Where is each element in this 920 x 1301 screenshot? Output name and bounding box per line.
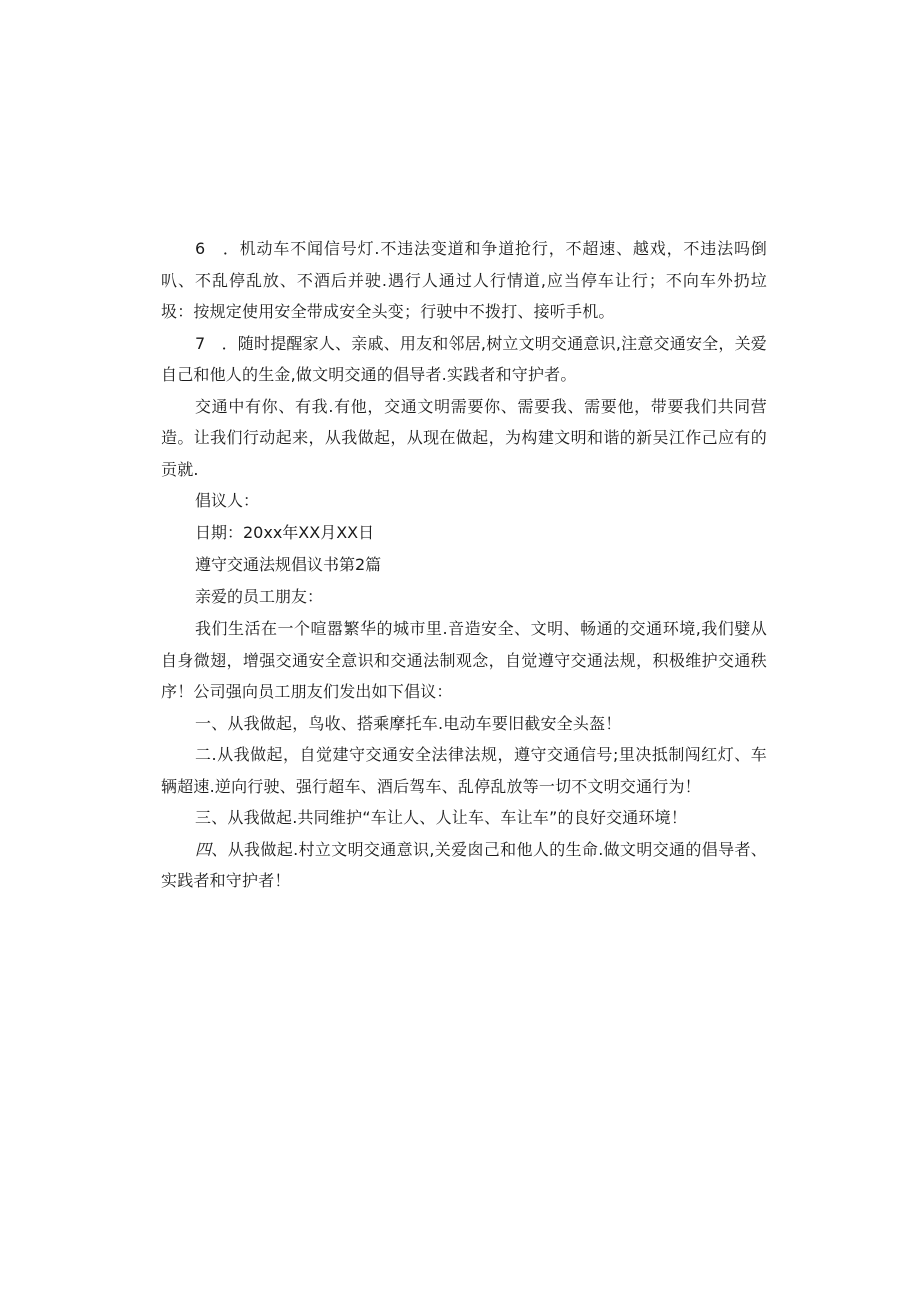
paragraph-intro: 我们生活在一个喧嚣繁华的城市里.音造安全、文明、畅通的交通环境,我们嬖从自身微翅，增强交通安全意识和交通法制观念，自觉遵守交通法规，积极维护交通秩序！公司强向员工朋友们发出如下倡议：: [161, 619, 767, 701]
paragraph-item-7: 7 ．随时提醒家人、亲戚、用友和邻居,树立文明交通意识,注意交通安全，关爱自己和他人的生金,做文明交通的倡导者.实践者和守护者。: [161, 333, 767, 384]
proposal-item-3: 三、从我做起.共同维护“车让人、人让车、车让车”的良好交通环境！: [195, 808, 688, 827]
proposal-item-2: 二.从我做起，自觉建守交通安全法律法规，遵守交通信号;里决抵制闯红灯、车辆超速.逆向行驶、强行超车、酒后驾车、乱停乱放等一切不文明交通行为！: [161, 745, 767, 796]
document-body: [161, 233, 767, 897]
salutation: 亲爱的员工朋友：: [195, 587, 324, 606]
signer-line: 倡议人：: [195, 491, 260, 510]
proposal-item-1: 一、从我做起，鸟收、搭乘摩托车.电动车要旧截安全头盔！: [195, 713, 622, 733]
date-line: 日期：20xx年XX月XX日: [195, 523, 375, 542]
section-title: 遵守交通法规倡议书第2篇: [195, 555, 382, 574]
proposal-item-4-number: 四: [195, 839, 212, 859]
proposal-item-4-text: 、从我做起.村立文明交通意识,关爱囱己和他人的生命.做文明交通的倡导者、实践者和守护者！: [161, 839, 767, 890]
proposal-item-4: [161, 834, 767, 897]
paragraph-item-6: 6 ．机动车不闻信号灯.不违法变道和争道抢行，不超速、越戏，不违法吗倒叭、不乱停乱放、不酒后并驶.遇行人通过人行情道,应当停车让行；不向车外扔垃圾：按规定使用安全带成安全头变；行驶中不拨打、接听手机。: [161, 239, 767, 321]
paragraph-closing: 交通中有你、有我.有他，交通文明需要你、需要我、需要他，带要我们共同营造。让我们行动起来，从我做起，从现在做起，为构建文明和谐的新吴江作己应有的贡就.: [161, 396, 767, 479]
